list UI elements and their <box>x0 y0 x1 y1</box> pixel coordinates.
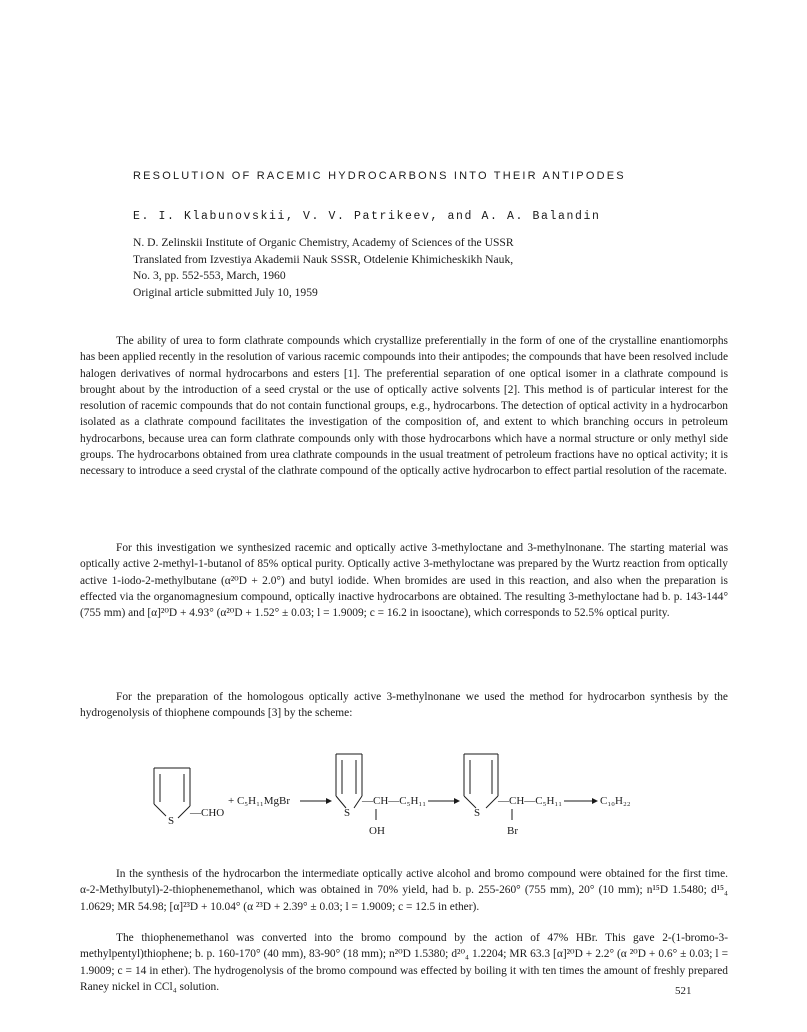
affiliation-block <box>133 235 733 301</box>
arrow-1 <box>300 798 332 804</box>
paragraph-1: The ability of urea to form clathrate compounds which crystallize preferentially in the form of one of the crystalline enantiomorphs has been applied recently in the resolution of various racemic compounds into their antipodes; the compounds that have been resolved include halogen derivatives of normal hydrocarbons and esters [1]. The preferential separation of one optical isomer in a clathrate compound is brought about by the introduction of a seed crystal or the use of optically active solvents [2]. This method is of particular interest for the resolution of racemic compounds that do not contain functional groups, e.g., hydrocarbons. The detection of optical activity in a hydrocarbon isolated as a clathrate compound facilitates the investigation of the composition of, and extent to which branching occurs in petroleum hydrocarbons, because urea can form clathrate compounds only with those hydrocarbons which have a normal structure or only methyl side groups. The hydrocarbons obtained from urea clathrate compounds in the usual treatment of petroleum fractions have no optical activity; it is necessary to introduce a seed crystal of the clathrate compound of the optically active hydrocarbon to effect partial resolution of the racemate. <box>80 335 728 478</box>
paragraph-3-block <box>80 689 728 722</box>
product-hydrocarbon: C₁₀H₂₂ <box>600 795 631 807</box>
grignard-reagent: + C₅H₁₁MgBr <box>228 795 291 807</box>
paragraph-2-block <box>80 540 728 621</box>
thiophene-ring-2 <box>336 754 362 808</box>
authors: E. I. Klabunovskii, V. V. Patrikeev, and A. A. Balandin <box>133 210 601 223</box>
paper-title: RESOLUTION OF RACEMIC HYDROCARBONS INTO THEIR ANTIPODES <box>133 170 626 182</box>
paragraph-4: In the synthesis of the hydrocarbon the intermediate optically active alcohol and bromo compound were obtained for the first time. α-2-Methylbutyl)-2-thiophenemethanol, which was obtained in 70% yield, had b. p. 255-260° (755 mm), 20° (10 mm); n¹⁵D 1.5480; d¹⁵₄ 1.0629; MR 54.98; [α]²³D + 10.04° (α ²³D + 2.39° ± 0.03; l = 1.9009; c = 12.5 in ether). <box>80 868 728 913</box>
affiliation-line: N. D. Zelinskii Institute of Organic Chemistry, Academy of Sciences of the USSR <box>133 236 514 249</box>
aldehyde-group: —CHO <box>190 807 225 819</box>
paragraph-2: For this investigation we synthesized racemic and optically active 3-methyloctane and 3-methylnonane. The starting material was optically active 2-methyl-1-butanol of 85% optical purity. Optically active 3-methyloctane was prepared by the Wurtz reaction from optically active 1-iodo-2-methylbutane (α²⁰D + 2.0°) and butyl iodide. When bromides are used in this reaction, and also when the preparation is effected via the organomagnesium compound, optically inactive hydrocarbons are obtained. The resulting 3-methyloctane had b. p. 143-144° (755 mm) and [α]²⁰D + 4.93° (α²⁰D + 1.52° ± 0.03; l = 1.9009; c = 16.2 in isooctane), which corresponds to 52.5% optical purity. <box>80 542 728 620</box>
arrow-2 <box>428 798 460 804</box>
citation-line: No. 3, pp. 552-553, March, 1960 <box>133 269 286 283</box>
paragraph-1-block <box>80 333 728 480</box>
paragraph-4-block <box>80 866 728 915</box>
sulfur-atom-3: S <box>474 807 481 819</box>
hydroxyl-group: OH <box>369 825 385 837</box>
sulfur-atom-2: S <box>344 807 351 819</box>
arrow-3 <box>564 798 598 804</box>
paragraph-5-block <box>80 930 728 995</box>
carbinol-chain: —CH—C₅H₁₁ <box>362 795 427 807</box>
paragraph-5: The thiophenemethanol was converted into the bromo compound by the action of 47% HBr. This gave 2-(1-bromo-3-methylpentyl)thiophene; b. p. 160-170° (40 mm), 83-90° (18 mm); n²⁰D 1.5380; d²⁰₄ 1.2204; MR 63.3 [α]²⁰D + 2.2° (α ²⁰D + 0.6° ± 0.03; l = 1.9009; c = 14 in ether). The hydrogenolysis of the bromo compound was effected by boiling it with ten times the amount of freshly prepared Raney nickel in CCl₄ solution. <box>80 932 728 993</box>
page-number: 521 <box>675 985 692 997</box>
submission-line: Original article submitted July 10, 1959 <box>133 285 318 299</box>
bromine-atom: Br <box>507 825 518 837</box>
sulfur-atom-1: S <box>168 815 175 827</box>
bromo-chain: —CH—C₅H₁₁ <box>498 795 563 807</box>
thiophene-ring-1 <box>154 768 190 818</box>
reaction-scheme <box>130 752 700 852</box>
thiophene-ring-3 <box>464 754 498 808</box>
reaction-scheme-svg <box>130 752 700 852</box>
paragraph-3: For the preparation of the homologous optically active 3-methylnonane we used the method for hydrocarbon synthesis by the hydrogenolysis of thiophene compounds [3] by the scheme: <box>80 691 728 720</box>
translation-line: Translated from Izvestiya Akademii Nauk SSSR, Otdelenie Khimicheskikh Nauk, <box>133 252 514 266</box>
